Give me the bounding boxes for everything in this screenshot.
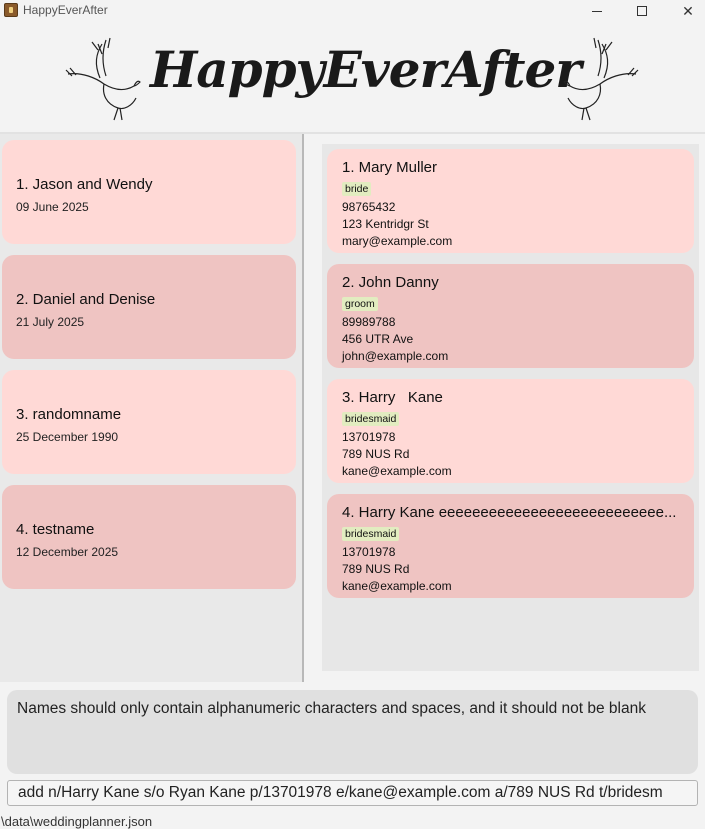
person-name: 2. John Danny bbox=[342, 274, 439, 291]
wedding-name: 1. Jason and Wendy bbox=[16, 176, 153, 193]
status-bar bbox=[0, 812, 705, 829]
wedding-card[interactable] bbox=[2, 255, 296, 359]
person-address: 789 NUS Rd bbox=[342, 562, 410, 576]
dove-icon bbox=[62, 34, 142, 124]
person-name: 4. Harry Kane eeeeeeeeeeeeeeeeeeeeeeeeeee... bbox=[342, 504, 677, 521]
maximize-button[interactable] bbox=[619, 0, 665, 22]
wedding-list[interactable] bbox=[0, 134, 302, 682]
person-tag: bridesmaid bbox=[342, 412, 399, 426]
person-tag: bride bbox=[342, 182, 371, 196]
result-display[interactable] bbox=[7, 690, 698, 774]
wedding-date: 21 July 2025 bbox=[16, 315, 85, 329]
close-button[interactable] bbox=[665, 0, 705, 22]
wedding-date: 12 December 2025 bbox=[16, 545, 119, 559]
minimize-icon bbox=[592, 11, 602, 12]
wedding-card[interactable] bbox=[2, 140, 296, 244]
save-file-path: \data\weddingplanner.json bbox=[1, 814, 153, 829]
minimize-button[interactable] bbox=[574, 0, 620, 22]
wedding-name: 2. Daniel and Denise bbox=[16, 291, 156, 308]
person-phone: 13701978 bbox=[342, 545, 396, 559]
person-name: 3. Harry Kane bbox=[342, 389, 443, 406]
person-email: john@example.com bbox=[342, 349, 449, 363]
title-bar bbox=[0, 0, 705, 22]
command-input[interactable] bbox=[8, 781, 697, 805]
person-phone: 89989788 bbox=[342, 315, 396, 329]
app-icon bbox=[4, 3, 18, 17]
close-icon: ✕ bbox=[682, 2, 694, 19]
person-card[interactable] bbox=[327, 149, 694, 253]
person-email: kane@example.com bbox=[342, 464, 452, 478]
maximize-icon bbox=[637, 6, 647, 16]
person-card[interactable] bbox=[327, 264, 694, 368]
app-logo: HappyEverAfter bbox=[150, 40, 581, 99]
person-address: 456 UTR Ave bbox=[342, 332, 414, 346]
person-tag: groom bbox=[342, 297, 378, 311]
person-card[interactable] bbox=[327, 494, 694, 598]
wedding-card[interactable] bbox=[2, 485, 296, 589]
wedding-date: 25 December 1990 bbox=[16, 430, 119, 444]
person-address: 123 Kentridgr St bbox=[342, 217, 429, 231]
wedding-date: 09 June 2025 bbox=[16, 200, 89, 214]
person-phone: 98765432 bbox=[342, 200, 396, 214]
person-tag: bridesmaid bbox=[342, 527, 399, 541]
wedding-card[interactable] bbox=[2, 370, 296, 474]
person-address: 789 NUS Rd bbox=[342, 447, 410, 461]
wedding-name: 4. testname bbox=[16, 521, 95, 538]
person-list-panel bbox=[304, 134, 705, 682]
person-card[interactable] bbox=[327, 379, 694, 483]
dove-icon bbox=[562, 34, 642, 124]
banner bbox=[0, 22, 705, 132]
result-message: Names should only contain alphanumeric characters and spaces, and it should not be blank bbox=[17, 700, 646, 717]
person-name: 1. Mary Muller bbox=[342, 159, 438, 176]
person-list[interactable] bbox=[322, 144, 699, 671]
window-title: HappyEverAfter bbox=[23, 3, 108, 17]
person-email: kane@example.com bbox=[342, 579, 452, 593]
person-phone: 13701978 bbox=[342, 430, 396, 444]
wedding-name: 3. randomname bbox=[16, 406, 122, 423]
command-box[interactable] bbox=[7, 780, 698, 806]
person-email: mary@example.com bbox=[342, 234, 453, 248]
